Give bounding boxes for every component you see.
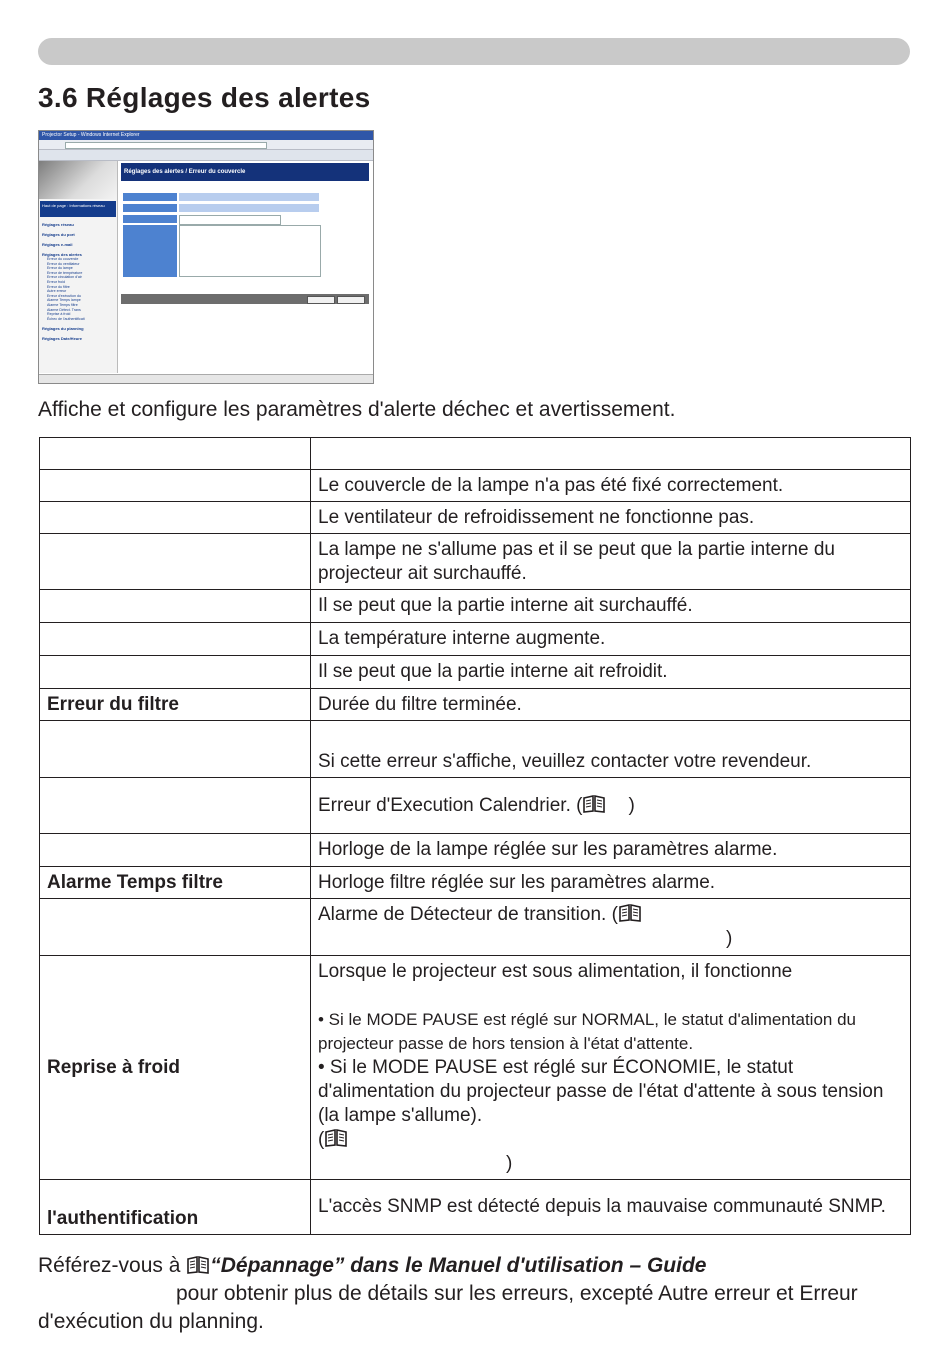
form-label-bar [123,225,177,277]
description-cell: Si cette erreur s'affiche, veuillez contacter votre revendeur. [311,721,911,778]
open-book-icon [324,1129,348,1147]
paren-open: ( [318,1128,325,1150]
browser-tab-bar [39,150,373,161]
page-header-bar [38,38,910,65]
table-row [40,778,911,834]
item-cell [40,899,311,956]
sidebar-subitem: Reprise à froid [47,312,71,317]
item-cell [40,778,311,834]
sidebar-subitem: Erreur du lampe [47,266,73,271]
description-cell: Le couvercle de la lampe n'a pas été fixé correctement. [311,470,911,502]
description-cell: Durée du filtre terminée. [311,689,911,721]
intro-text: Affiche et configure les paramètres d'alerte déchec et avertissement. [38,398,676,421]
header-cell [40,438,311,470]
browser-status-bar [39,374,373,383]
description-cell [311,956,911,1180]
form-label-bar [123,204,177,212]
sidebar-subitem: Alarme Détect. Trans [47,307,81,312]
table-row [40,689,911,721]
description-cell: La température interne augmente. [311,623,911,656]
table-header-row [40,438,911,470]
item-cell [40,470,311,502]
header-cell [311,438,911,470]
description-cell: L'accès SNMP est détecté depuis la mauvaise communauté SNMP. [311,1180,911,1235]
screenshot-page-header: Réglages des alertes / Erreur du couvercle [121,163,369,181]
item-cell [40,590,311,623]
table-row [40,899,911,956]
apply-button [307,296,335,304]
description-cell: Horloge de la lampe réglée sur les paramètres alarme. [311,834,911,867]
description-cell: La lampe ne s'allume pas et il se peut que la partie interne du projecteur ait surchauffé. [311,534,911,590]
item-cell [40,834,311,867]
browser-address-bar [39,140,373,150]
reference-paragraph [38,1252,918,1336]
sidebar-subitem: Alarme Temps filtre [47,302,78,307]
web-screenshot [38,130,374,384]
table-row [40,1180,911,1235]
table-row [40,956,911,1180]
open-book-icon [582,795,606,813]
sidebar-subitem: Échec de l'authentificati [47,316,85,321]
reset-button [337,296,365,304]
form-value-bar [179,215,281,225]
description-text: Lorsque le projecteur est sous alimentation, il fonctionne [318,960,793,982]
sidebar-subitem: Erreur du couvercle [47,257,79,261]
sidebar-subitem: Erreur de température [47,270,83,275]
table-row [40,867,911,899]
form-label-bar [123,193,177,201]
description-cell [311,899,911,956]
form-value-bar [179,204,319,212]
open-book-icon [618,904,642,922]
sidebar-item-active: Haut de page : Informations réseau [40,201,116,217]
description-text: Alarme de Détecteur de transition. ( [318,904,618,925]
item-cell: Reprise à froid [40,956,311,1180]
sidebar-subitem: Autre erreur [47,289,67,294]
form-label-bar [123,215,177,223]
table-row [40,834,911,867]
section-title: 3.6 Réglages des alertes [38,82,371,113]
item-cell [40,623,311,656]
item-cell: l'authentification [40,1180,311,1235]
browser-title-bar: Projector Setup - Windows Internet Explorer [39,131,373,140]
sidebar-item: Réglages des alertes [42,252,82,257]
sidebar-subitem: Erreur du filtre [47,284,70,289]
form-value-bar [179,193,319,201]
sidebar-subitem: Erreur du ventilateur [47,261,80,266]
description-text-tail: ) [628,794,635,816]
alerts-table [39,437,911,1235]
description-cell: Le ventilateur de refroidissement ne fonctionne pas. [311,502,911,534]
sidebar-item: Réglages du planning [42,326,84,332]
item-cell [40,721,311,778]
reference-prefix: Référez-vous à [38,1254,187,1277]
screenshot-sidebar [39,161,118,373]
bullet-normal: • Si le MODE PAUSE est réglé sur NORMAL, le statut d'alimentation du projecteur passe de hors tension à l'état d'attente. [318,1009,856,1053]
item-cell [40,656,311,689]
description-text: Erreur d'Execution Calendrier. ( [318,794,583,816]
bullet-economie: • Si le MODE PAUSE est réglé sur ÉCONOMIE, le statut d'alimentation du projecteur passe de l'état d'attente à sous tension (la lampe s'allume). [318,1056,884,1126]
paren-close: ) [506,1152,513,1174]
description-cell: Il se peut que la partie interne ait surchauffé. [311,590,911,623]
table-row [40,534,911,590]
projector-logo-image [39,161,117,199]
item-cell: Alarme Temps filtre [40,867,311,899]
table-row [40,590,911,623]
sidebar-subitem: Alarme Temps lampe [47,298,81,303]
table-row [40,656,911,689]
description-cell: Horloge filtre réglée sur les paramètres alarme. [311,867,911,899]
sidebar-item: Réglages e-mail [42,242,73,247]
item-cell [40,534,311,590]
sidebar-subitem: Erreur d'exécution du [47,293,82,298]
reference-suffix: pour obtenir plus de détails sur les erreurs, excepté Autre erreur et Erreur d'exécution du planning. [38,1282,858,1333]
table-row [40,721,911,778]
email-text-area [179,225,321,277]
table-row [40,502,911,534]
table-row [40,470,911,502]
description-cell: Il se peut que la partie interne ait refroidit. [311,656,911,689]
item-cell: Erreur du filtre [40,689,311,721]
sidebar-item: Réglages Date/Heure [42,336,83,342]
sidebar-subitem: Erreur circulation d'air [47,275,82,280]
table-row [40,623,911,656]
open-book-icon [186,1256,210,1274]
sidebar-item: Réglages réseau [42,222,74,227]
description-cell [311,778,911,834]
sidebar-item: Réglages du port [42,232,75,237]
manual-reference-link[interactable]: “Dépannage” dans le Manuel d'utilisation – Guide [210,1254,707,1277]
sidebar-subitem: Erreur froid [47,279,65,284]
description-text-tail: ) [726,928,733,949]
item-cell [40,502,311,534]
